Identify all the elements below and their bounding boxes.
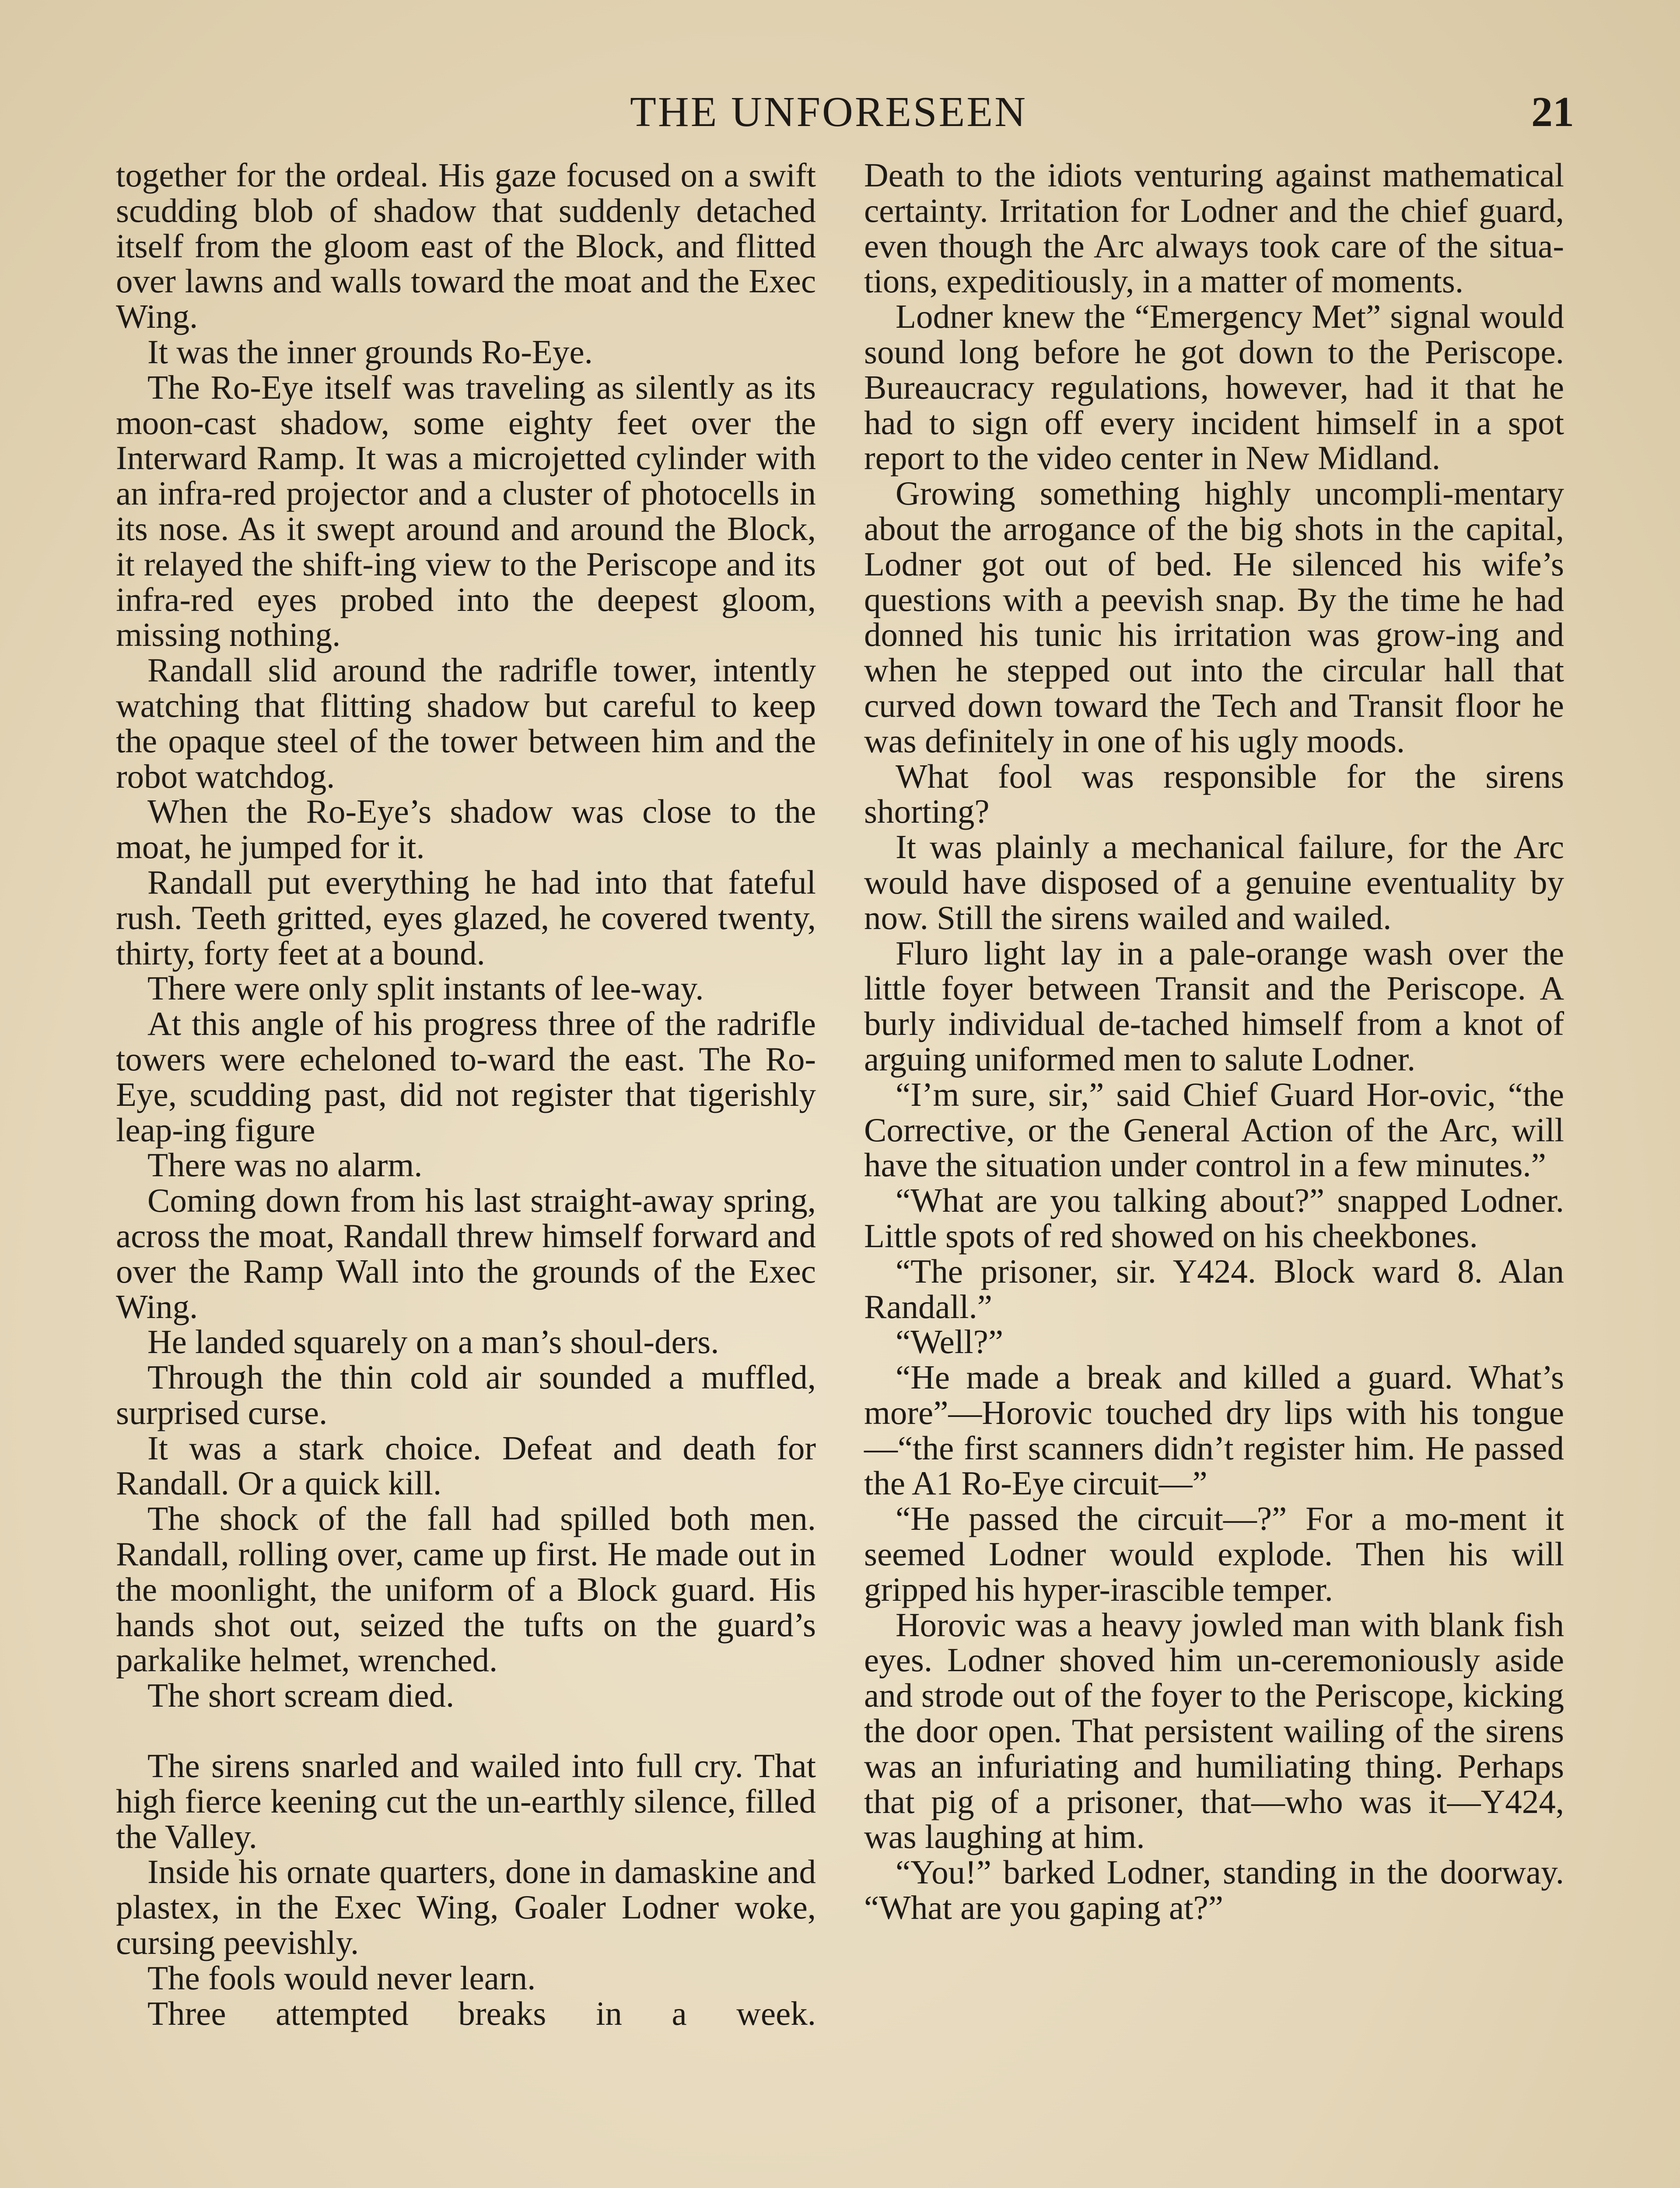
paragraph: “You!” barked Lodner, standing in the doorway. “What are you gaping at?” bbox=[864, 1853, 1564, 1927]
paragraph: Inside his ornate quarters, done in damaskine and plastex, in the Exec Wing, Goaler Lodner woke, cursing peevishly. bbox=[116, 1853, 816, 1962]
paragraph: The Ro-Eye itself was traveling as silently as its moon-cast shadow, some eighty feet over the Interward Ramp. It was a microjetted cylinder with an infra-red projector and a cluster of photocells in its nose. As it swept around and around the Block, it relayed the shift-ing view to the Periscope and its infra-red eyes probed into the deepest gloom, missing nothing. bbox=[116, 368, 816, 654]
paragraph: He landed squarely on a man’s shoul-ders. bbox=[147, 1323, 719, 1361]
paragraph: The sirens snarled and wailed into full cry. That high fierce keening cut the un-earthly silence, filled the Valley. bbox=[116, 1747, 816, 1855]
paragraph: There were only split instants of lee-way. bbox=[147, 969, 704, 1007]
paragraph: Coming down from his last straight-away spring, across the moat, Randall threw himself forward and over the Ramp Wall into the grounds of the Exec Wing. bbox=[116, 1182, 816, 1325]
page-number: 21 bbox=[1531, 88, 1574, 136]
paragraph: “Well?” bbox=[896, 1323, 1004, 1361]
paragraph: When the Ro-Eye’s shadow was close to the moat, he jumped for it. bbox=[116, 792, 816, 866]
paragraph: Randall put everything he had into that fateful rush. Teeth gritted, eyes glazed, he covered twenty, thirty, forty feet at a bound. bbox=[116, 863, 816, 972]
paragraph: The shock of the fall had spilled both men. Randall, rolling over, came up first. He made out in the moonlight, the uniform of a Block guard. His hands shot out, seized the tufts on the guard’s parkalike helmet, wrenched. bbox=[116, 1500, 816, 1679]
paragraph: Growing something highly uncompli-mentary about the arrogance of the big shots in the capital, Lodner got out of bed. He silenced his wife’s questions with a peevish snap. By the time he had donned his tunic his irritation was grow-ing and when he stepped out into the circular hall that curved down toward the Tech and Transit floor he was definitely in one of his ugly moods. bbox=[864, 474, 1564, 760]
paragraph: together for the ordeal. His gaze focused on a swift scudding blob of shadow that suddenly detached itself from the gloom east of the Block, and flitted over lawns and walls toward the moat and the Exec Wing. bbox=[116, 156, 816, 336]
paragraph: “He made a break and killed a guard. What’s more”—Horovic touched dry lips with his tongue—“the first scanners didn’t register him. He passed the A1 Ro-Eye circuit—” bbox=[864, 1358, 1564, 1502]
paragraph: Death to the idiots venturing against mathematical certainty. Irritation for Lodner and the chief guard, even though the Arc always took care of the situa-tions, expeditiously, in a matter of moments. bbox=[864, 156, 1564, 300]
running-header: THE UNFORESEEN bbox=[630, 88, 1028, 136]
paragraph: Three attempted breaks in a week. bbox=[147, 1994, 816, 2032]
paragraph: “He passed the circuit—?” For a mo-ment it seemed Lodner would explode. Then his will gripped his hyper-irascible temper. bbox=[864, 1500, 1564, 1608]
paragraph: “What are you talking about?” snapped Lodner. Little spots of red showed on his cheekbones. bbox=[864, 1182, 1564, 1255]
paragraph: What fool was responsible for the sirens shorting? bbox=[864, 757, 1564, 831]
paragraph: Randall slid around the radrifle tower, intently watching that flitting shadow but careful to keep the opaque steel of the tower between him and the robot watchdog. bbox=[116, 651, 816, 795]
paragraph: It was the inner grounds Ro-Eye. bbox=[147, 333, 593, 371]
paragraph: “I’m sure, sir,” said Chief Guard Hor-ovic, “the Corrective, or the General Action of the Arc, will have the situation under control in a few minutes.” bbox=[864, 1075, 1564, 1184]
paragraph: “The prisoner, sir. Y424. Block ward 8. Alan Randall.” bbox=[864, 1252, 1564, 1325]
paragraph: It was plainly a mechanical failure, for the Arc would have disposed of a genuine eventuality by now. Still the sirens wailed and wailed. bbox=[864, 828, 1564, 936]
paragraph: At this angle of his progress three of the radrifle towers were echeloned to-ward the east. The Ro-Eye, scudding past, did not register that tigerishly leap-ing figure bbox=[116, 1005, 816, 1149]
paragraph: Lodner knew the “Emergency Met” signal would sound long before he got down to the Periscope. Bureaucracy regulations, however, had it that he had to sign off every incident himself in a spot report to the video center in New Midland. bbox=[864, 298, 1564, 477]
paragraph: Fluro light lay in a pale-orange wash over the little foyer between Transit and the Periscope. A burly individual de-tached himself from a knot of arguing uniformed men to salute Lodner. bbox=[864, 934, 1564, 1078]
paragraph: Through the thin cold air sounded a muffled, surprised curse. bbox=[116, 1358, 816, 1431]
paragraph: The short scream died. bbox=[147, 1676, 455, 1715]
right-text-column bbox=[864, 158, 1564, 1925]
paragraph: It was a stark choice. Defeat and death for Randall. Or a quick kill. bbox=[116, 1429, 816, 1502]
left-text-column bbox=[116, 158, 816, 2031]
paragraph: There was no alarm. bbox=[147, 1146, 423, 1184]
paragraph: The fools would never learn. bbox=[147, 1959, 536, 1997]
paragraph: Horovic was a heavy jowled man with blank fish eyes. Lodner shoved him un-ceremoniously aside and strode out of the foyer to the Periscope, kicking the door open. That persistent wailing of the sirens was an infuriating and humiliating thing. Perhaps that pig of a prisoner, that—who was it—Y424, was laughing at him. bbox=[864, 1606, 1564, 1856]
